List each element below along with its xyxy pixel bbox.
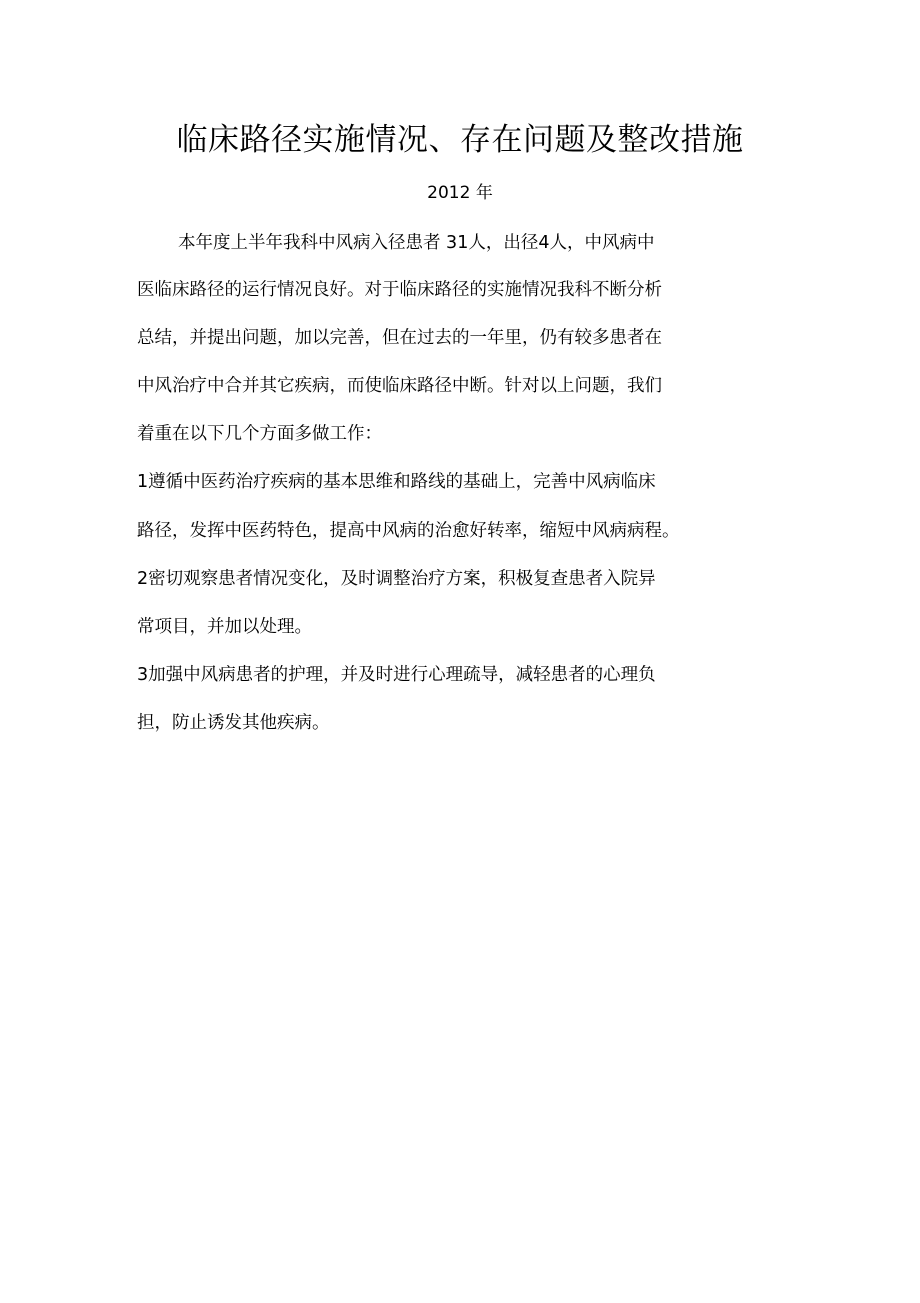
paragraph-line-2: 医临床路径的运行情况良好。对于临床路径的实施情况我科不断分析 — [137, 280, 662, 300]
list-item-3-line-2: 担，防止诱发其他疾病。 — [137, 713, 330, 733]
list-item-1-line-2: 路径，发挥中医药特色，提高中风病的治愈好转率，缩短中风病病程。 — [137, 521, 680, 541]
list-item-1-line-1: 1遵循中医药治疗疾病的基本思维和路线的基础上，完善中风病临床 — [137, 472, 656, 492]
paragraph-line-3: 总结，并提出问题，加以完善，但在过去的一年里，仍有较多患者在 — [137, 328, 662, 348]
list-item-2-line-2: 常项目，并加以处理。 — [137, 617, 312, 637]
list-item-2-line-1: 2密切观察患者情况变化，及时调整治疗方案，积极复查患者入院异 — [137, 569, 656, 589]
paragraph-line-1: 本年度上半年我科中风病入径患者 31人，出径4人，中风病中 — [178, 233, 655, 253]
document-year: 2012 年 — [427, 183, 493, 203]
list-item-3-line-1: 3加强中风病患者的护理，并及时进行心理疏导，减轻患者的心理负 — [137, 665, 656, 685]
document-title: 临床路径实施情况、存在问题及整改措施 — [176, 122, 744, 158]
paragraph-line-4: 中风治疗中合并其它疾病，而使临床路径中断。针对以上问题，我们 — [137, 376, 662, 396]
paragraph-line-5: 着重在以下几个方面多做工作： — [137, 424, 382, 444]
